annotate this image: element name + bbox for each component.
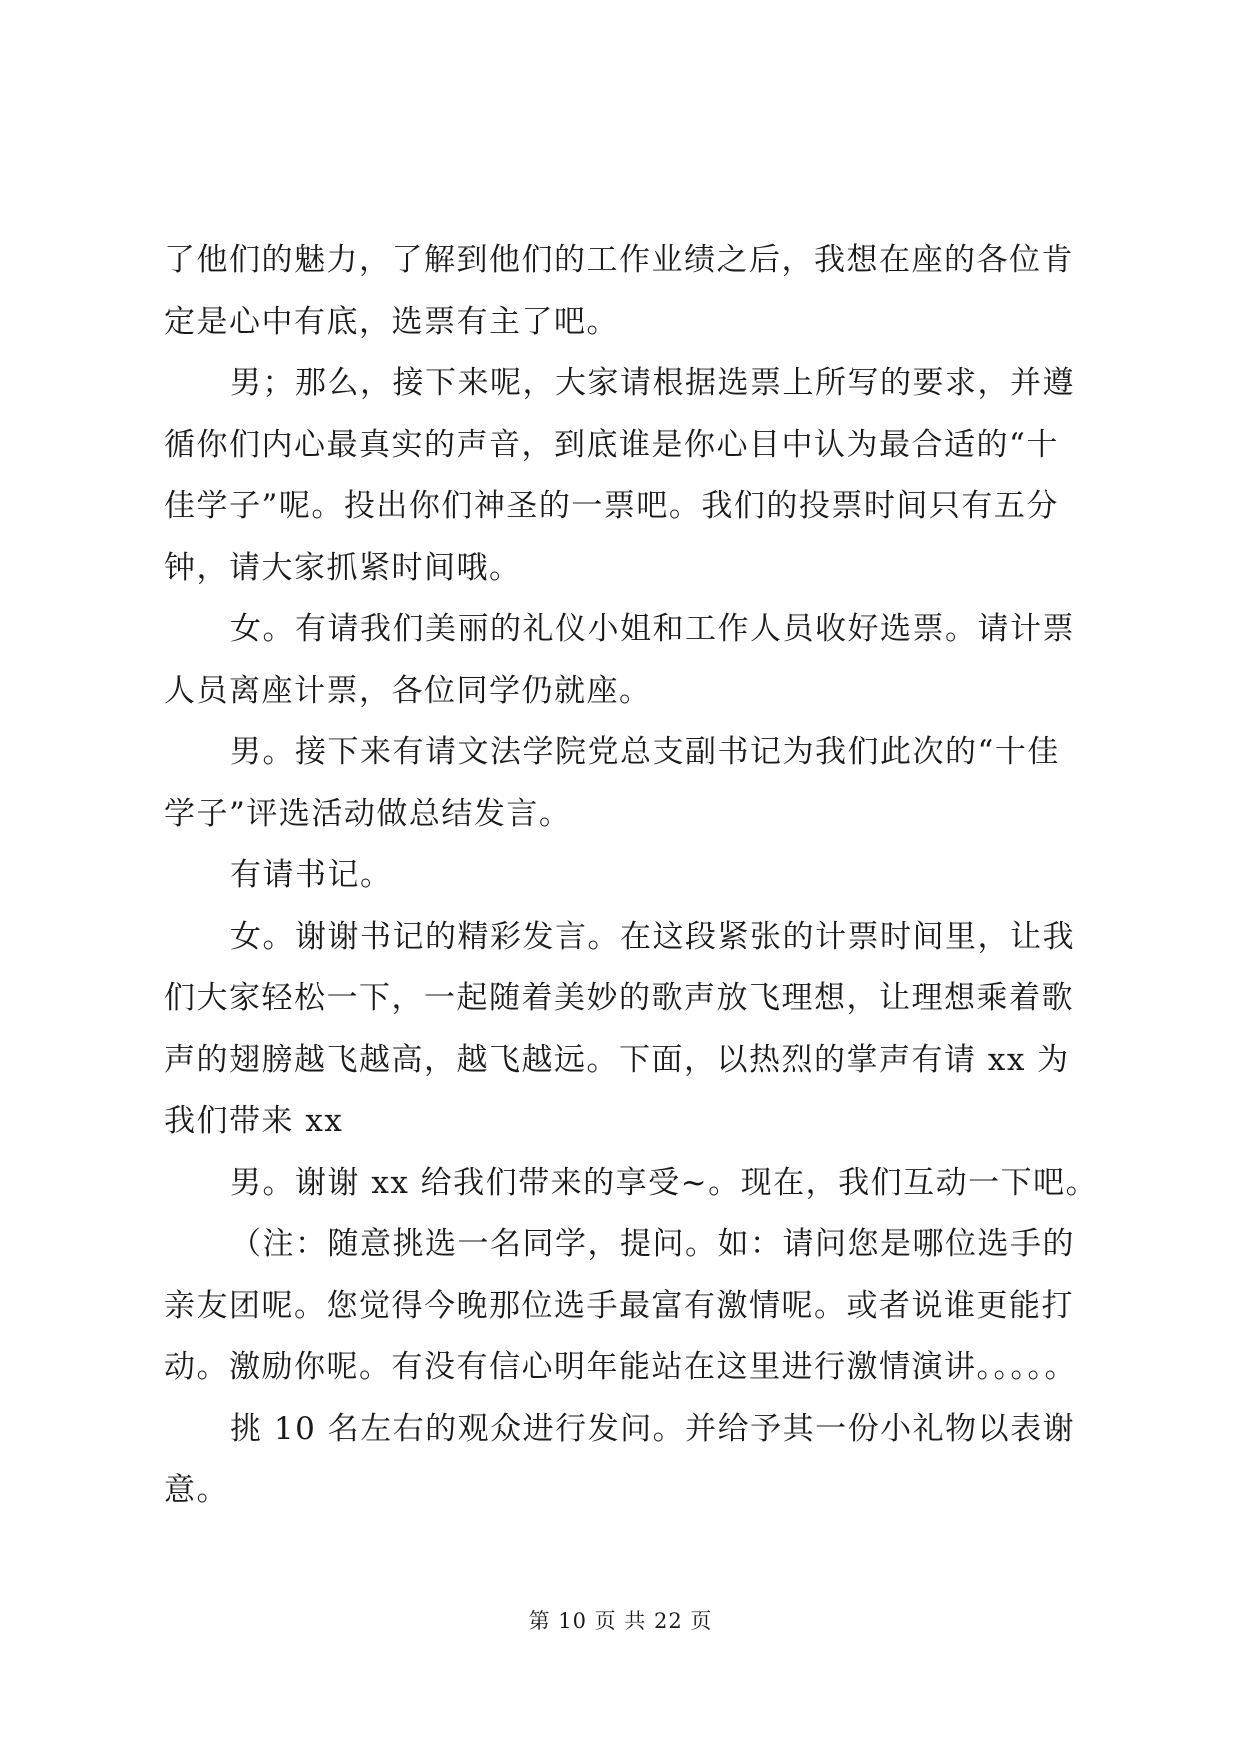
text-line: 我们带来 xx — [164, 1103, 344, 1139]
page-number-footer: 第 10 页 共 22 页 — [528, 1609, 713, 1633]
text-line: 有请书记。 — [230, 857, 393, 893]
text-line: 挑 10 名左右的观众进行发问。并给予其一份小礼物以表谢 — [230, 1410, 1076, 1447]
text-line: 们大家轻松一下，一起随着美妙的歌声放飞理想，让理想乘着歌 — [164, 980, 1074, 1016]
text-line: 男；那么，接下来呢，大家请根据选票上所写的要求，并遵 — [230, 365, 1075, 401]
text-line: 女。有请我们美丽的礼仪小姐和工作人员收好选票。请计票 — [230, 611, 1075, 647]
text-line: 了他们的魅力，了解到他们的工作业绩之后，我想在座的各位肯 — [164, 242, 1074, 278]
text-line: 女。谢谢书记的精彩发言。在这段紧张的计票时间里，让我 — [230, 918, 1075, 955]
text-line: 学子”评选活动做总结发言。 — [164, 795, 572, 832]
text-line: 定是心中有底，选票有主了吧。 — [164, 303, 619, 340]
text-line: 人员离座计票，各位同学仍就座。 — [164, 672, 652, 709]
document-body — [164, 230, 1099, 1522]
text-line: 意。 — [164, 1472, 229, 1508]
text-line: 循你们内心最真实的声音，到底谁是你心目中认为最合适的“十 — [164, 426, 1059, 463]
text-line: 动。激励你呢。有没有信心明年能站在这里进行激情演讲。。。。。 — [164, 1349, 1077, 1385]
text-line: （注：随意挑选一名同学，提问。如：请问您是哪位选手的 — [230, 1226, 1075, 1262]
text-line: 男。接下来有请文法学院党总支副书记为我们此次的“十佳 — [230, 734, 1060, 770]
text-line: 佳学子”呢。投出你们神圣的一票吧。我们的投票时间只有五分 — [164, 488, 1059, 524]
text-line: 男。谢谢 xx 给我们带来的享受~。现在，我们互动一下吧。 — [230, 1164, 1099, 1201]
text-line: 钟，请大家抓紧时间哦。 — [164, 549, 522, 586]
text-line: 亲友团呢。您觉得今晚那位选手最富有激情呢。或者说谁更能打 — [164, 1287, 1074, 1324]
text-line: 声的翅膀越飞越高，越飞越远。下面，以热烈的掌声有请 xx 为 — [164, 1041, 1070, 1078]
